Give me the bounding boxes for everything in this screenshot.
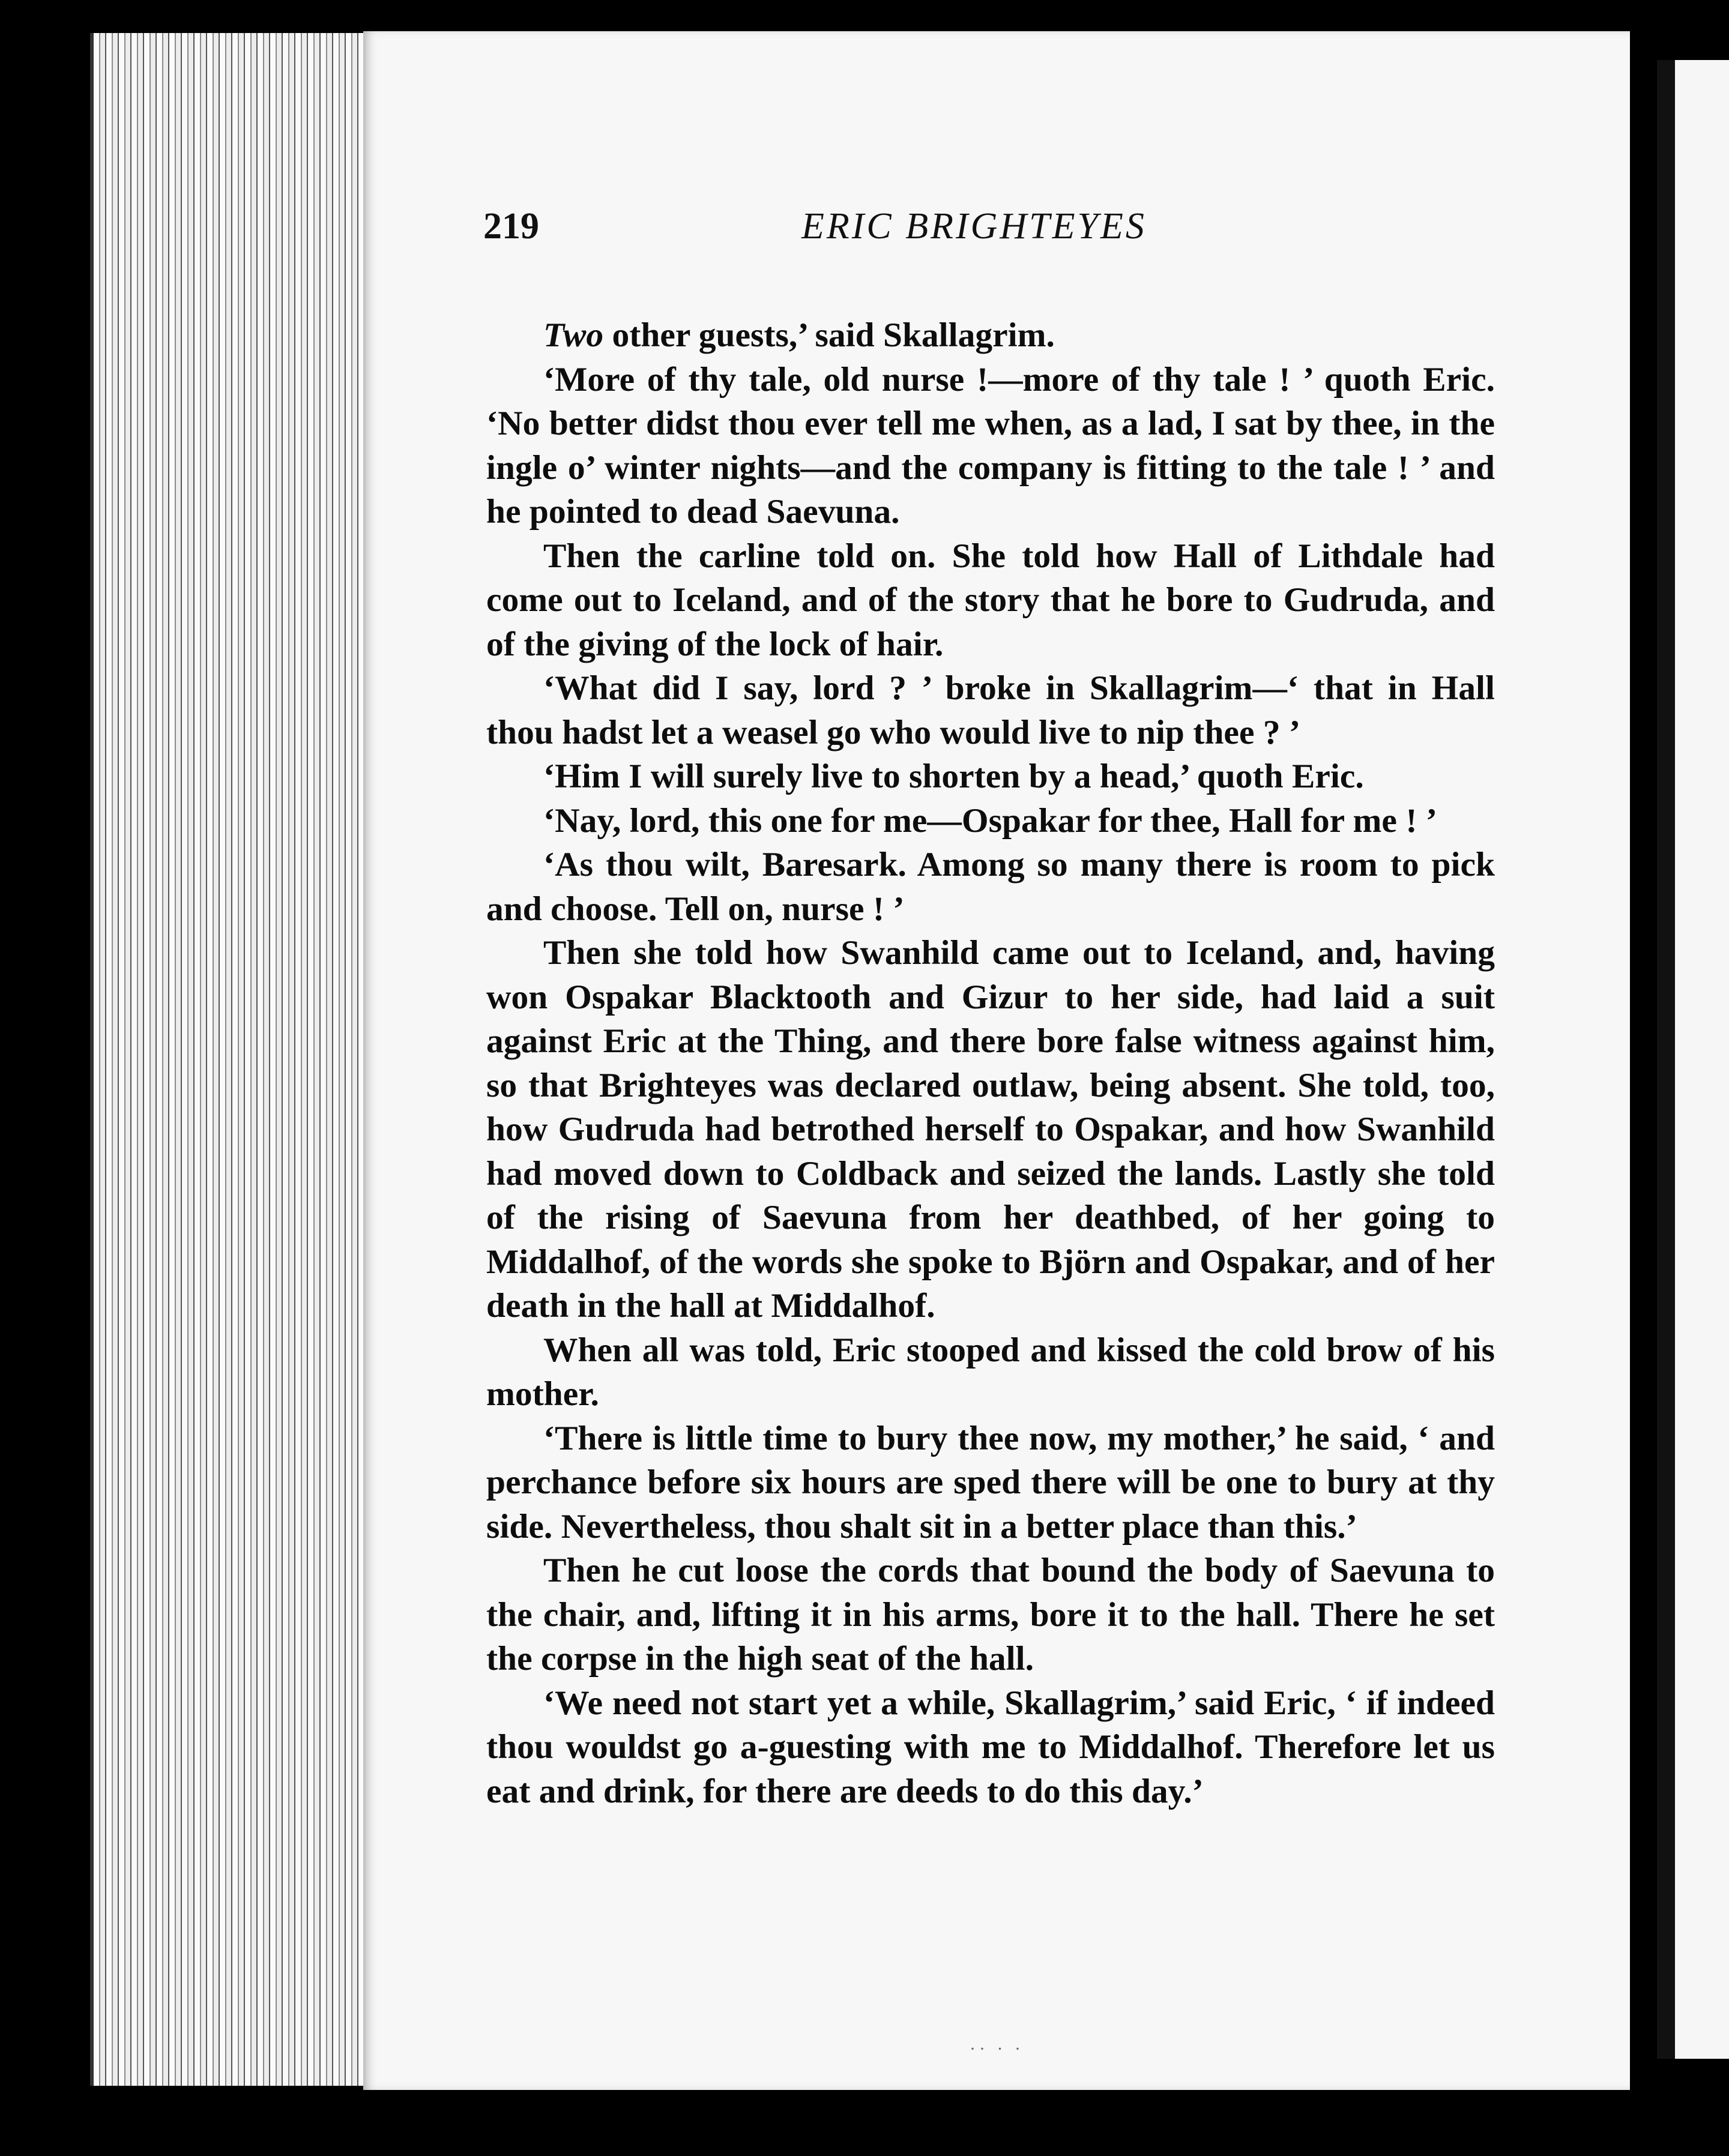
paragraph-text: other guests,’ said Skallagrim.	[603, 316, 1055, 354]
running-head	[483, 205, 1594, 277]
emphasized-word: Two	[543, 316, 604, 354]
paragraph: Then she told how Swanhild came out to Iceland, and, having won Ospakar Blacktooth and Gizur to her side, had laid a suit against Eric at the Thing, and there bore false witness against him, so that Brighteyes was declared outlaw, being absent. She told, too, how Gudruda had betrothed herself to Ospakar, and how Swanhild had moved down to Coldback and seized the lands. Lastly she told of the rising of Saevuna from her deathbed, of her going to Middalhof, of the words she spoke to Björn and Ospakar, and of her death in the hall at Middalhof.	[486, 934, 1495, 1325]
paragraph	[486, 313, 1495, 358]
paragraph: Then the carline told on. She told how Hall of Lithdale had come out to Iceland, and of the story that he bore to Gudruda, and of the giving of the lock of hair.	[486, 537, 1495, 663]
book-page	[363, 31, 1630, 2090]
page-number: 219	[483, 206, 539, 247]
paragraph: ‘There is little time to bury thee now, my mother,’ he said, ‘ and perchance before six hours are sped there will be one to bury at thy side. Nevertheless, thou shalt sit in a better place than this.’	[486, 1419, 1495, 1546]
book-page-edges	[90, 33, 376, 2086]
running-title: ERIC BRIGHTEYES	[801, 206, 1147, 247]
paragraph: ‘Nay, lord, this one for me—Ospakar for thee, Hall for me ! ’	[543, 801, 1437, 840]
body-text	[486, 313, 1495, 1813]
adjacent-page-edge	[1657, 60, 1729, 2059]
paragraph: ‘As thou wilt, Baresark. Among so many there is room to pick and choose. Tell on, nurse ! ’	[486, 846, 1495, 928]
paragraph: ‘More of thy tale, old nurse !—more of thy tale ! ’ quoth Eric. ‘No better didst thou ever tell me when, as a lad, I sat by thee, in the ingle o’ winter nights—and the company is fitting to the tale ! ’ and he pointed to dead Saevuna.	[486, 360, 1495, 531]
paragraph: ‘What did I say, lord ? ’ broke in Skallagrim—‘ that in Hall thou hadst let a weasel go who would live to nip thee ? ’	[486, 669, 1495, 751]
print-smudge: ·· · ·	[970, 2039, 1024, 2059]
paragraph: When all was told, Eric stooped and kissed the cold brow of his mother.	[486, 1331, 1495, 1413]
paragraph: ‘We need not start yet a while, Skallagrim,’ said Eric, ‘ if indeed thou wouldst go a-guesting with me to Middalhof. Therefore let us eat and drink, for there are deeds to do this day.’	[486, 1684, 1495, 1810]
paragraph: ‘Him I will surely live to shorten by a head,’ quoth Eric.	[543, 757, 1364, 795]
paragraph: Then he cut loose the cords that bound the body of Saevuna to the chair, and, lifting it in his arms, bore it to the hall. There he set the corpse in the high seat of the hall.	[486, 1552, 1495, 1678]
